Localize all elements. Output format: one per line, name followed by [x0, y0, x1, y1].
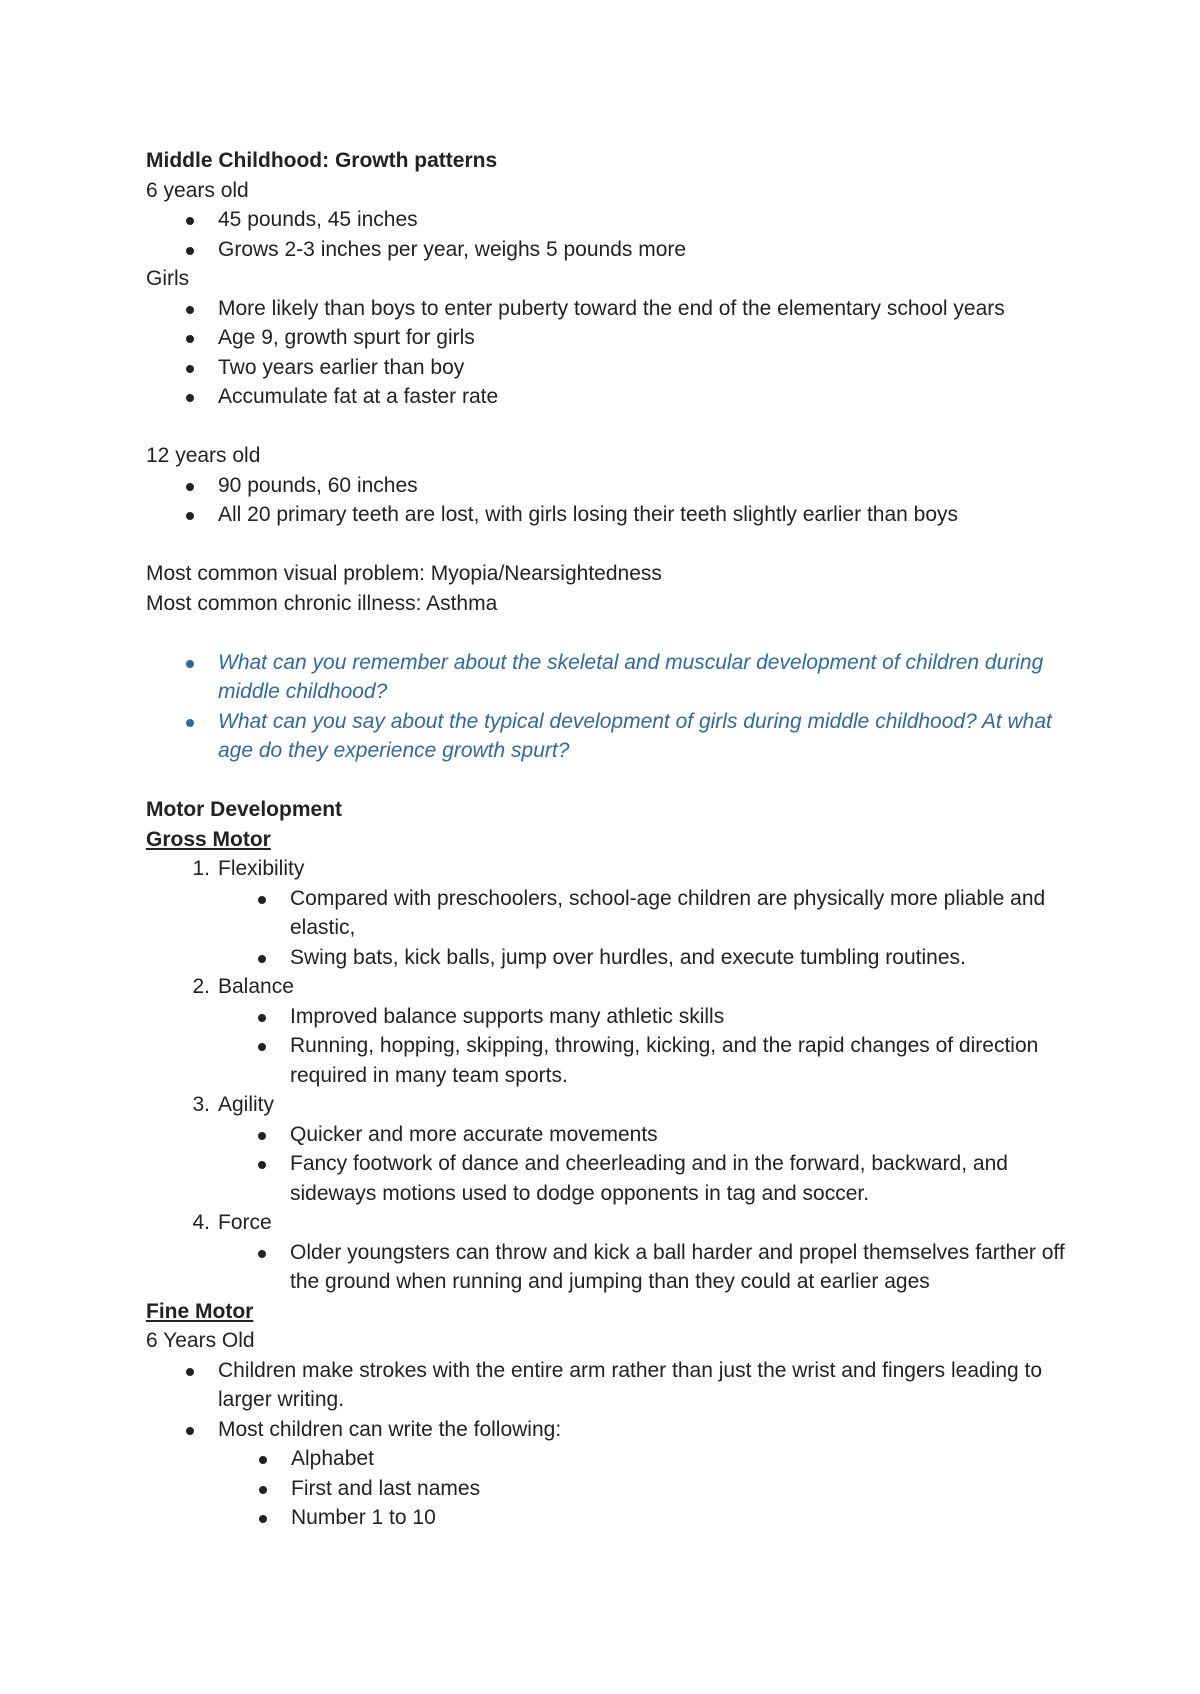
- question-item: What can you remember about the skeletal and muscular development of children during middle childhood?: [146, 648, 1076, 707]
- six-years-label: 6 years old: [146, 178, 249, 202]
- list-item: 45 pounds, 45 inches: [146, 205, 1076, 235]
- bullet-icon: [258, 1014, 266, 1022]
- twelve-years-label: 12 years old: [146, 444, 261, 467]
- bullet-icon: [186, 217, 194, 225]
- item-number: 3.: [192, 1093, 210, 1116]
- spacer: [146, 766, 1076, 796]
- list-item: 90 pounds, 60 inches: [146, 471, 1076, 501]
- bullet-icon: [258, 1161, 266, 1169]
- bullet-icon: [186, 247, 194, 255]
- bullet-icon: [259, 1515, 267, 1523]
- bullet-icon: [259, 1486, 267, 1494]
- fine-motor-heading: Fine Motor: [146, 1299, 254, 1323]
- list-item: Quicker and more accurate movements: [218, 1120, 1076, 1150]
- list-item: Swing bats, kick balls, jump over hurdles, and execute tumbling routines.: [218, 943, 1076, 973]
- bullet-icon: [186, 394, 194, 402]
- gross-motor-list: [146, 854, 1076, 1297]
- spacer: [146, 412, 1076, 442]
- list-item: More likely than boys to enter puberty toward the end of the elementary school years: [146, 294, 1076, 324]
- gross-motor-heading: Gross Motor: [146, 827, 271, 851]
- motor-heading: Motor Development: [146, 798, 343, 821]
- item-label: Balance: [218, 975, 294, 998]
- list-item: All 20 primary teeth are lost, with girls losing their teeth slightly earlier than boys: [146, 500, 1076, 530]
- bullet-icon: [186, 306, 194, 314]
- girls-label: Girls: [146, 267, 190, 290]
- review-questions-list: [146, 648, 1076, 766]
- write-list: [146, 1444, 1076, 1533]
- bullet-icon: [259, 1456, 267, 1464]
- item-label: Flexibility: [218, 857, 305, 880]
- list-item: Most children can write the following:: [146, 1415, 1076, 1445]
- bullet-icon: [186, 483, 194, 491]
- visual-problem-text: Most common visual problem: Myopia/Nearsightedness: [146, 562, 662, 585]
- bullet-icon: [186, 1427, 194, 1435]
- list-item: Compared with preschoolers, school-age children are physically more pliable and elastic,: [218, 884, 1076, 943]
- list-item: Older youngsters can throw and kick a ball harder and propel themselves farther off the ground when running and jumping than they could at earlier ages: [218, 1238, 1076, 1297]
- six-years-list: [146, 205, 1076, 264]
- twelve-years-list: [146, 471, 1076, 530]
- item-label: Force: [218, 1211, 272, 1234]
- bullet-icon: [186, 365, 194, 373]
- list-item: Two years earlier than boy: [146, 353, 1076, 383]
- item-number: 1.: [192, 857, 210, 880]
- bullet-icon: [186, 719, 194, 727]
- bullet-icon: [258, 896, 266, 904]
- numbered-item: [146, 1208, 1076, 1297]
- sub-list: [218, 1002, 1076, 1091]
- bullet-icon: [258, 1250, 266, 1258]
- sub-list: [218, 884, 1076, 973]
- numbered-item: [146, 1090, 1076, 1208]
- list-item: Age 9, growth spurt for girls: [146, 323, 1076, 353]
- girls-list: [146, 294, 1076, 412]
- list-item: Alphabet: [146, 1444, 1076, 1474]
- fine-six-years-label: 6 Years Old: [146, 1329, 255, 1352]
- sub-list: [218, 1238, 1076, 1297]
- item-number: 4.: [192, 1211, 210, 1234]
- bullet-icon: [258, 1043, 266, 1051]
- growth-heading: Middle Childhood: Growth patterns: [146, 149, 498, 172]
- bullet-icon: [186, 1368, 194, 1376]
- question-item: What can you say about the typical development of girls during middle childhood? At what age do they experience growth spurt?: [146, 707, 1076, 766]
- bullet-icon: [258, 955, 266, 963]
- chronic-illness-text: Most common chronic illness: Asthma: [146, 591, 498, 615]
- list-item: Accumulate fat at a faster rate: [146, 382, 1076, 412]
- bullet-icon: [186, 335, 194, 343]
- item-label: Agility: [218, 1093, 275, 1116]
- list-item: Running, hopping, skipping, throwing, kicking, and the rapid changes of direction required in many team sports.: [218, 1031, 1076, 1090]
- bullet-icon: [258, 1132, 266, 1140]
- numbered-item: [146, 972, 1076, 1090]
- bullet-icon: [186, 512, 194, 520]
- list-item: Improved balance supports many athletic skills: [218, 1002, 1076, 1032]
- item-number: 2.: [192, 975, 210, 998]
- numbered-item: [146, 854, 1076, 972]
- list-item: Children make strokes with the entire arm rather than just the wrist and fingers leading to larger writing.: [146, 1356, 1076, 1415]
- fine-motor-list: [146, 1356, 1076, 1445]
- spacer: [146, 530, 1076, 560]
- list-item: Fancy footwork of dance and cheerleading and in the forward, backward, and sideways motions used to dodge opponents in tag and soccer.: [218, 1149, 1076, 1208]
- sub-list: [218, 1120, 1076, 1209]
- bullet-icon: [186, 660, 194, 668]
- spacer: [146, 618, 1076, 648]
- list-item: First and last names: [146, 1474, 1076, 1504]
- list-item: Grows 2-3 inches per year, weighs 5 pounds more: [146, 235, 1076, 265]
- list-item: Number 1 to 10: [146, 1503, 1076, 1533]
- document-content: [146, 146, 1076, 1533]
